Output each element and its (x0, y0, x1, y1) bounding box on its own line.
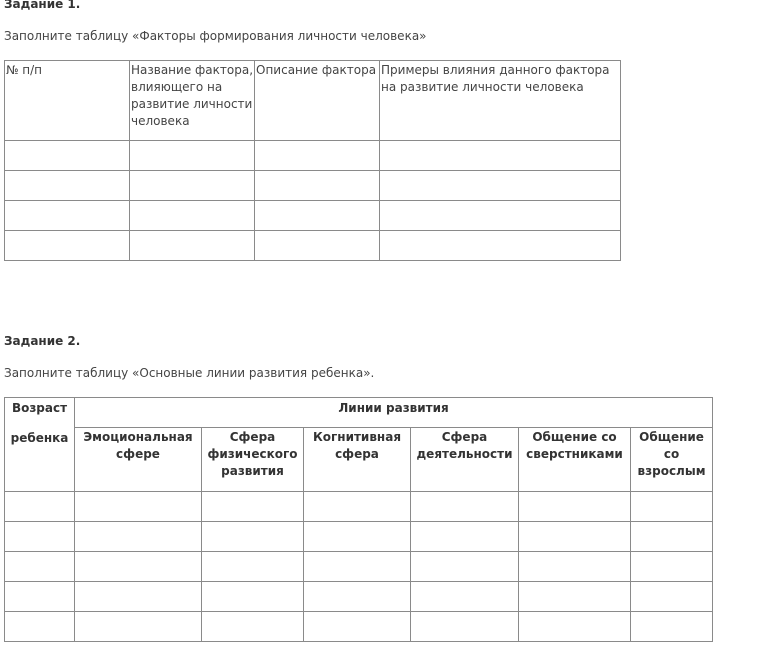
header-cell-physical-development: Сфера физического развития (202, 428, 304, 492)
table-cell[interactable] (411, 612, 519, 642)
table-cell[interactable] (255, 201, 380, 231)
age-header-line2: ребенка (10, 431, 69, 445)
development-lines-table (4, 397, 713, 642)
header-cell-child-age (5, 398, 75, 492)
table-cell[interactable] (202, 522, 304, 552)
table-cell[interactable] (202, 612, 304, 642)
table-cell[interactable] (130, 141, 255, 171)
header-cell-factor-description: Описание фактора (255, 61, 380, 141)
table-cell[interactable] (75, 522, 202, 552)
table-cell[interactable] (519, 582, 631, 612)
table-cell[interactable] (5, 201, 130, 231)
table-cell[interactable] (519, 552, 631, 582)
table-row (5, 522, 713, 552)
table-cell[interactable] (380, 201, 621, 231)
table-cell[interactable] (631, 492, 713, 522)
table-cell[interactable] (5, 231, 130, 261)
table-cell[interactable] (202, 582, 304, 612)
table-cell[interactable] (380, 171, 621, 201)
table-cell[interactable] (304, 612, 411, 642)
table-cell[interactable] (519, 522, 631, 552)
table-cell[interactable] (202, 492, 304, 522)
table-cell[interactable] (411, 492, 519, 522)
header-cell-peer-communication: Общение со сверстниками (519, 428, 631, 492)
task2-title: Задание 2. (4, 334, 81, 348)
header-cell-adult-communication: Общение со взрослым (631, 428, 713, 492)
header-cell-cognitive-sphere: Когнитивная сфера (304, 428, 411, 492)
table-cell[interactable] (255, 141, 380, 171)
header-cell-number: № п/п (5, 61, 130, 141)
table-cell[interactable] (411, 552, 519, 582)
table-row (5, 201, 621, 231)
table-cell[interactable] (380, 231, 621, 261)
table-cell[interactable] (519, 492, 631, 522)
table-cell[interactable] (75, 612, 202, 642)
task2-instruction: Заполните таблицу «Основные линии развития ребенка». (4, 366, 375, 380)
table-cell[interactable] (5, 612, 75, 642)
table-cell[interactable] (411, 582, 519, 612)
table-row (5, 231, 621, 261)
table-cell[interactable] (75, 492, 202, 522)
table-cell[interactable] (304, 552, 411, 582)
table-cell[interactable] (380, 141, 621, 171)
table-cell[interactable] (130, 201, 255, 231)
table-header-row (5, 61, 621, 141)
task1-title: Задание 1. (4, 0, 81, 11)
table-row (5, 582, 713, 612)
task1-instruction: Заполните таблицу «Факторы формирования личности человека» (4, 29, 427, 43)
table-cell[interactable] (255, 231, 380, 261)
table-cell[interactable] (304, 582, 411, 612)
table-cell[interactable] (631, 612, 713, 642)
table-cell[interactable] (75, 552, 202, 582)
table-cell[interactable] (304, 492, 411, 522)
table-cell[interactable] (130, 171, 255, 201)
factors-table (4, 60, 621, 261)
table-cell[interactable] (631, 522, 713, 552)
table-cell[interactable] (5, 522, 75, 552)
table-cell[interactable] (255, 171, 380, 201)
table-cell[interactable] (5, 552, 75, 582)
table-cell[interactable] (631, 582, 713, 612)
header-cell-development-lines: Линии развития (75, 398, 713, 428)
table-cell[interactable] (130, 231, 255, 261)
age-header-line1: Возраст (11, 401, 68, 415)
header-cell-factor-name: Название фактора, влияющего на развитие личности человека (130, 61, 255, 141)
table-cell[interactable] (5, 171, 130, 201)
header-cell-influence-examples: Примеры влияния данного фактора на развитие личности человека (380, 61, 621, 141)
table-cell[interactable] (519, 612, 631, 642)
table-cell[interactable] (411, 522, 519, 552)
table-row (5, 171, 621, 201)
table-cell[interactable] (631, 552, 713, 582)
header-cell-activity-sphere: Сфера деятельности (411, 428, 519, 492)
table-header-row (5, 398, 713, 428)
table-cell[interactable] (5, 141, 130, 171)
table-cell[interactable] (75, 582, 202, 612)
table-row (5, 492, 713, 522)
table-cell[interactable] (202, 552, 304, 582)
table-subheader-row (5, 428, 713, 492)
table-cell[interactable] (5, 492, 75, 522)
header-cell-emotional-sphere: Эмоциональная сфере (75, 428, 202, 492)
table-row (5, 552, 713, 582)
table-cell[interactable] (5, 582, 75, 612)
table-row (5, 141, 621, 171)
table-row (5, 612, 713, 642)
table-cell[interactable] (304, 522, 411, 552)
